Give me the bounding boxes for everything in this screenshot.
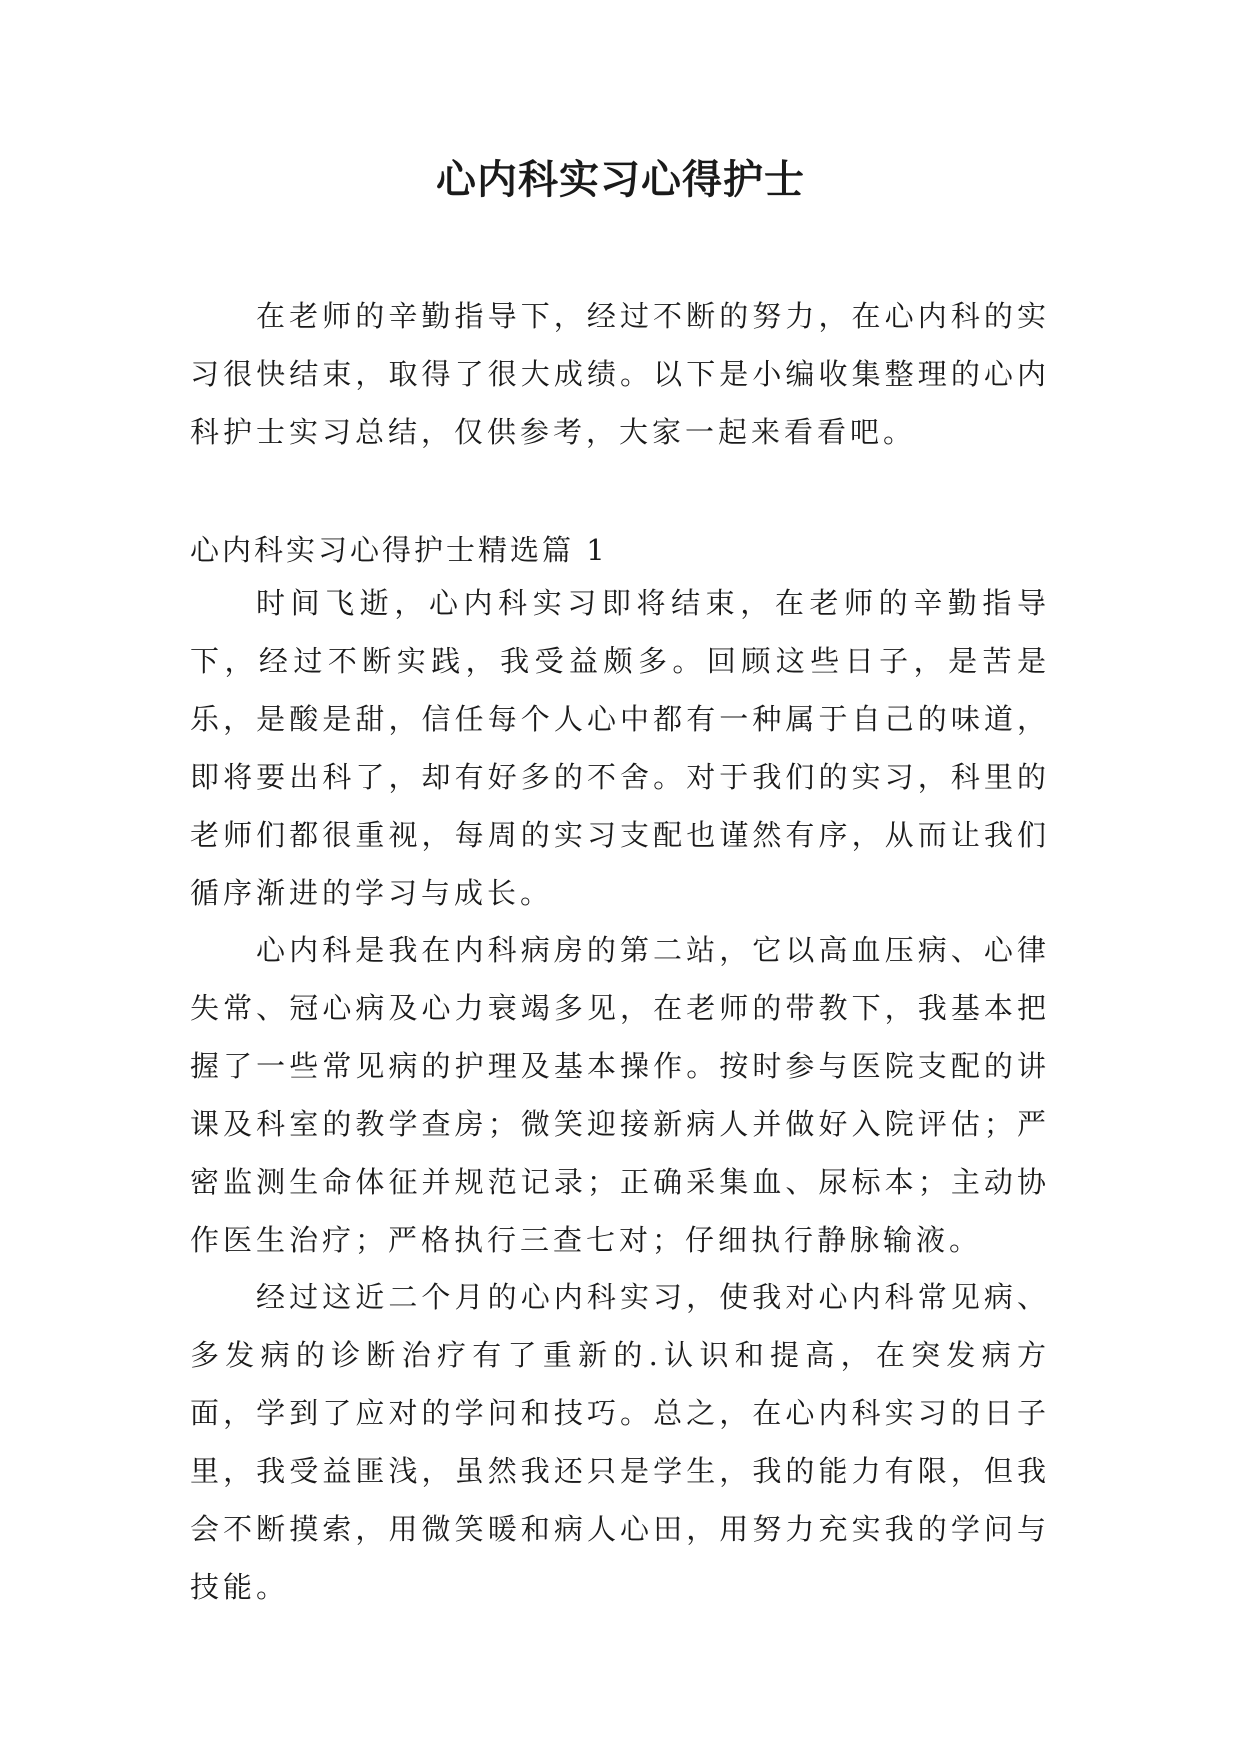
body-paragraph: 时间飞逝，心内科实习即将结束，在老师的辛勤指导下，经过不断实践，我受益颇多。回顾这些日子，是苦是乐，是酸是甜，信任每个人心中都有一种属于自己的味道，即将要出科了，却有好多的不舍。对于我们的实习，科里的老师们都很重视，每周的实习支配也谨然有序，从而让我们循序渐进的学习与成长。 <box>190 586 1050 910</box>
section-heading: 心内科实习心得护士精选篇 1 <box>190 533 608 567</box>
document-title: 心内科实习心得护士 <box>436 156 805 203</box>
intro-paragraph: 在老师的辛勤指导下，经过不断的努力，在心内科的实习很快结束，取得了很大成绩。以下是小编收集整理的心内科护士实习总结，仅供参考，大家一起来看看吧。 <box>190 299 1050 449</box>
body-paragraph: 心内科是我在内科病房的第二站，它以高血压病、心律失常、冠心病及心力衰竭多见，在老师的带教下，我基本把握了一些常见病的护理及基本操作。按时参与医院支配的讲课及科室的教学查房；微笑迎接新病人并做好入院评估；严密监测生命体征并规范记录；正确采集血、尿标本；主动协作医生治疗；严格执行三查七对；仔细执行静脉输液。 <box>190 933 1050 1257</box>
body-paragraph: 经过这近二个月的心内科实习，使我对心内科常见病、多发病的诊断治疗有了重新的.认识和提高，在突发病方面，学到了应对的学问和技巧。总之，在心内科实习的日子里，我受益匪浅，虽然我还只是学生，我的能力有限，但我会不断摸索，用微笑暖和病人心田，用努力充实我的学问与技能。 <box>190 1280 1050 1604</box>
